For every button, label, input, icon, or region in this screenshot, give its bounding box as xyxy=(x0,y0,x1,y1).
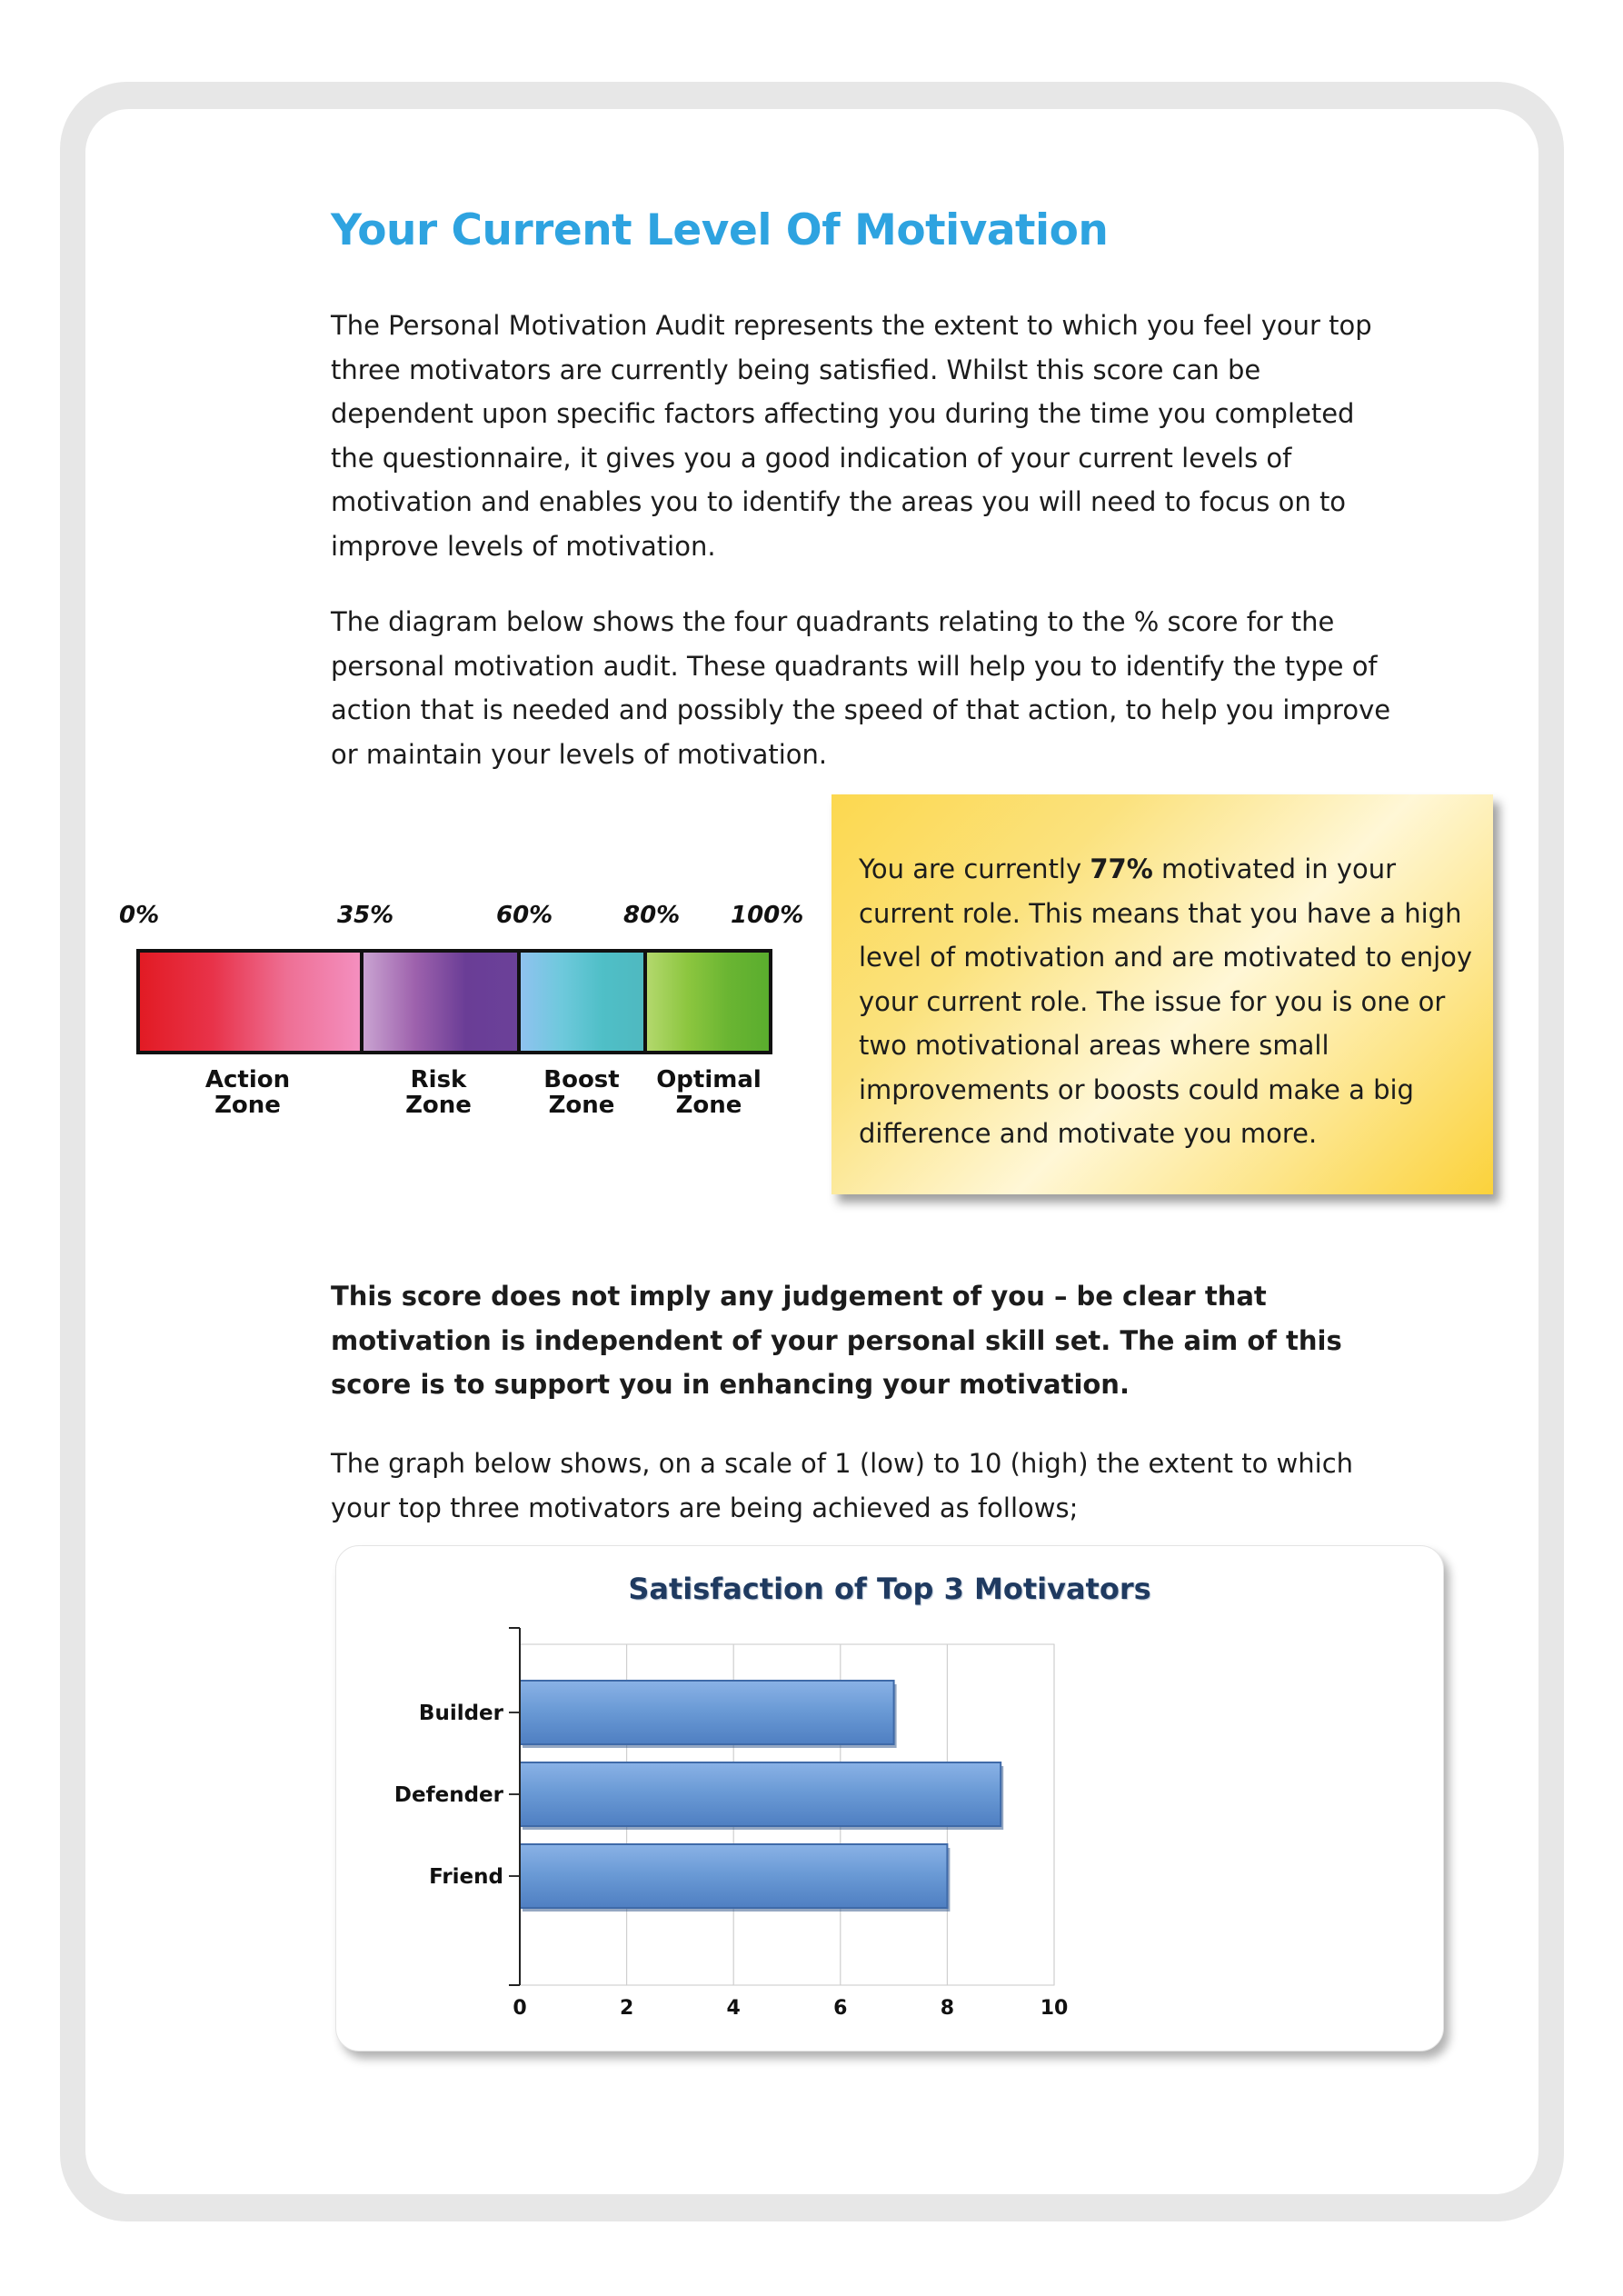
bar-defender xyxy=(520,1762,1001,1826)
zone-label-action xyxy=(180,1067,316,1118)
percent-marker: 35% xyxy=(337,902,394,929)
zone-label-risk xyxy=(371,1067,507,1118)
percent-marker: 60% xyxy=(496,902,553,929)
zone-segment-optimal xyxy=(643,953,769,1051)
zone-label-line1: Optimal xyxy=(656,1066,762,1093)
zone-label-line1: Risk xyxy=(410,1066,467,1093)
y-category-label: Friend xyxy=(429,1865,503,1889)
intro-paragraph-2: The diagram below shows the four quadrants relating to the % score for the personal motivation audit. These quadrants will help you to identify the type of action that is needed and possibly the speed of that action, to help you improve or maintain your levels of motivation. xyxy=(331,606,1391,770)
x-tick-label: 8 xyxy=(940,1997,955,2020)
motivation-score: 77% xyxy=(1090,854,1153,884)
zone-label-line1: Action xyxy=(204,1066,291,1093)
zone-label-line2: Zone xyxy=(405,1092,472,1119)
zone-segment-boost xyxy=(517,953,642,1051)
zone-segment-action xyxy=(140,953,360,1051)
zone-label-line1: Boost xyxy=(543,1066,620,1093)
zone-label-boost xyxy=(513,1067,650,1118)
zone-label-line2: Zone xyxy=(214,1092,281,1119)
x-tick-label: 2 xyxy=(619,1997,634,2020)
motivation-score-callout xyxy=(831,794,1493,1194)
callout-description: motivated in your current role. This means that you have a high level of motivation and are motivated to enjoy your current role. The issue for you is one or two motivational areas where small improvements or boosts could make a big difference and motivate you more. xyxy=(859,854,1473,1149)
motivators-chart-panel xyxy=(335,1545,1444,2051)
bar-builder xyxy=(520,1681,894,1744)
zone-label-line2: Zone xyxy=(548,1092,615,1119)
judgement-note: This score does not imply any judgement of you – be clear that motivation is independent of your personal skill set. The aim of this score is to support you in enhancing your motivation. xyxy=(331,1281,1342,1400)
motivators-bar-chart xyxy=(336,1546,1443,2051)
zone-segment-risk xyxy=(360,953,517,1051)
intro-paragraph-1: The Personal Motivation Audit represents the extent to which you feel your top three motivators are currently being satisfied. Whilst this score can be dependent upon specific factors affecting you during the time you completed the questionnaire, it gives you a good indication of your current levels of motivation and enables you to identify the areas you will need to focus on to improve levels of motivation. xyxy=(331,310,1372,562)
percent-marker: 80% xyxy=(623,902,681,929)
motivation-zone-diagram xyxy=(114,902,822,1129)
percent-marker: 100% xyxy=(731,902,804,929)
x-tick-label: 6 xyxy=(833,1997,848,2020)
page-title: Your Current Level Of Motivation xyxy=(331,205,1109,255)
zone-bar xyxy=(136,949,772,1054)
graph-intro-paragraph: The graph below shows, on a scale of 1 (low) to 10 (high) the extent to which your top three motivators are being achieved as follows; xyxy=(331,1448,1354,1523)
zone-label-optimal xyxy=(641,1067,777,1118)
callout-text xyxy=(859,847,1475,1156)
y-category-label: Defender xyxy=(393,1783,503,1807)
x-tick-label: 10 xyxy=(1040,1997,1069,2020)
chart-title: Satisfaction of Top 3 Motivators xyxy=(628,1572,1151,1606)
zone-label-line2: Zone xyxy=(675,1092,742,1119)
callout-prefix: You are currently xyxy=(859,854,1090,884)
bar-friend xyxy=(520,1844,947,1908)
x-tick-label: 0 xyxy=(513,1997,527,2020)
x-tick-label: 4 xyxy=(726,1997,741,2020)
percent-marker: 0% xyxy=(119,902,160,929)
y-category-label: Builder xyxy=(418,1702,503,1725)
